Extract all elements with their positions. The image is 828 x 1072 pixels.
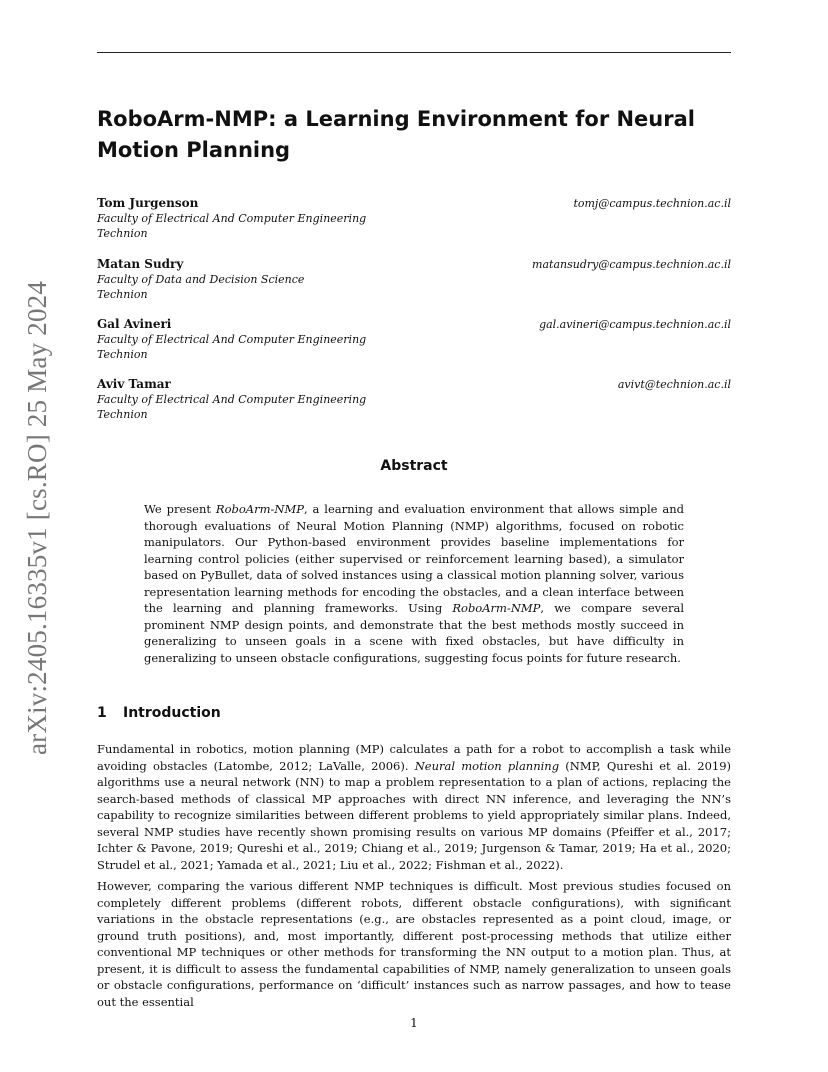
author-name: Matan Sudry — [97, 257, 184, 271]
paragraph-emphasis: Neural motion planning — [414, 758, 560, 773]
author-affiliation: Faculty of Electrical And Computer Engineering — [97, 393, 367, 406]
section-title: Introduction — [123, 705, 221, 721]
author-email: gal.avineri@campus.technion.ac.il — [539, 318, 731, 331]
author-name: Gal Avineri — [97, 317, 172, 331]
author-email: tomj@campus.technion.ac.il — [573, 197, 731, 210]
author-block — [97, 196, 731, 241]
author-name: Tom Jurgenson — [97, 196, 199, 210]
author-email: matansudry@campus.technion.ac.il — [532, 258, 731, 271]
paper-title: RoboArm-NMP: a Learning Environment for Neural Motion Planning — [97, 107, 695, 162]
arxiv-stamp — [22, 280, 52, 755]
abstract-text — [144, 501, 684, 666]
author-institution: Technion — [97, 348, 148, 361]
intro-paragraph-2: However, comparing the various different NMP techniques is difficult. Most previous studies focused on completely different problems (different robots, different obstacle configurations), with significant variations in the obstacle representations (e.g., are obstacles represented as a point cloud, image, or ground truth positions), and, most importantly, different post-processing methods that utilize either conventional MP techniques or other methods for transforming the NN output to a motion plan. Thus, at present, it is difficult to assess the fundamental capabilities of NMP, namely generalization to unseen goals or obstacle configurations, performance on ‘difficult’ instances such as narrow passages, and how to tease out the essential — [97, 879, 731, 1009]
author-affiliation: Faculty of Electrical And Computer Engineering — [97, 333, 367, 346]
abstract-text-part: , we compare several prominent NMP design points, and demonstrate that the best methods mostly succeed in generalizing to unseen goals in a scene with fixed obstacles, but have difficulty in generalizing to unseen obstacle configurations, suggesting focus points for future research. — [144, 601, 684, 665]
author-email: avivt@technion.ac.il — [617, 378, 731, 391]
abstract-emphasis: RoboArm-NMP — [215, 502, 304, 516]
author-affiliation: Faculty of Data and Decision Science — [97, 273, 305, 286]
author-institution: Technion — [97, 408, 148, 421]
arxiv-stamp-text: arXiv:2405.16335v1 [cs.RO] 25 May 2024 — [22, 280, 52, 755]
author-block — [97, 377, 731, 422]
abstract-emphasis: RoboArm-NMP — [452, 601, 541, 615]
section-number: 1 — [97, 705, 107, 721]
author-affiliation: Faculty of Electrical And Computer Engineering — [97, 212, 367, 225]
author-block — [97, 317, 731, 362]
author-institution: Technion — [97, 288, 148, 301]
page-number: 1 — [410, 1016, 418, 1030]
paragraph-text-part: Fundamental in robotics, motion planning (MP) calculates a path for a robot to accomplish a task while avoiding obstacles (Latombe, 2012; LaValle, 2006). — [97, 742, 731, 773]
abstract-text-part: , a learning and evaluation environment that allows simple and thorough evaluations of Neural Motion Planning (NMP) algorithms, focused on robotic manipulators. Our Python-based environment provides baseline implementations for learning control policies (either supervised or reinforcement learning based), a simulator based on PyBullet, data of solved instances using a classical motion planning solver, various representation learning methods for encoding the obstacles, and a clean interface between the learning and planning frameworks. Using — [144, 502, 685, 615]
top-rule — [97, 52, 731, 53]
abstract-text-part: We present — [144, 502, 216, 516]
abstract-heading: Abstract — [380, 458, 448, 474]
intro-paragraph-1 — [97, 741, 731, 873]
author-name: Aviv Tamar — [97, 377, 171, 391]
author-institution: Technion — [97, 227, 148, 240]
section-heading — [97, 705, 221, 721]
author-block — [97, 257, 731, 302]
paragraph-text-part: (NMP, Qureshi et al. 2019) algorithms use a neural network (NN) to map a problem representation to a plan of actions, replacing the search-based methods of classical MP approaches with direct NN inference, and leveraging the NN’s capability to recognize similarities between different problems to yield appropriately similar plans. Indeed, several NMP studies have recently shown promising results on various MP domains (Pfeiffer et al., 2017; Ichter & Pavone, 2019; Qureshi et al., 2019; Chiang et al., 2019; Jurgenson & Tamar, 2019; Ha et al., 2020; Strudel et al., 2021; Yamada et al., 2021; Liu et al., 2022; Fishman et al., 2022). — [97, 758, 732, 872]
